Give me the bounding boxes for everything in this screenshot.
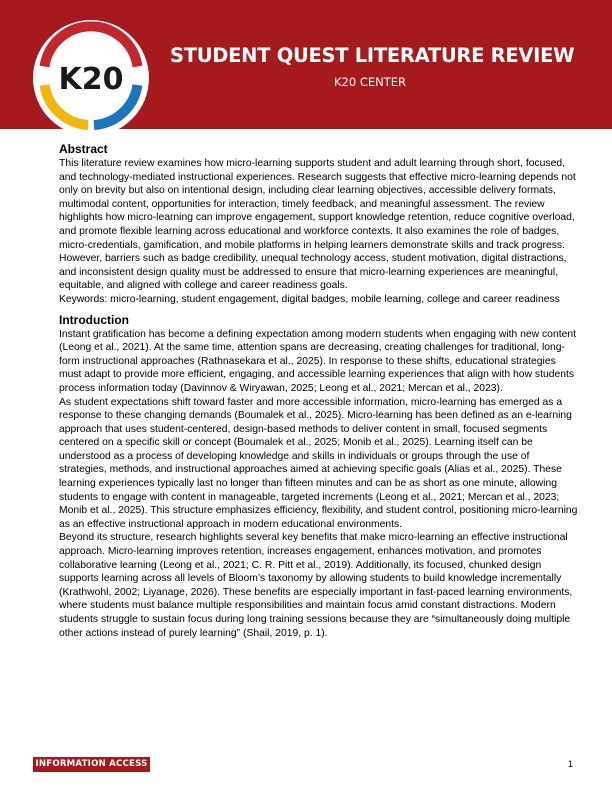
abstract-text: This literature review examines how micro-learning supports student and adult learning through short, focused, and technology-mediated instructional experiences. Research suggests that effective micro-learning depends not only on brevity but also on intentional design, including clear learning objectives, accessible delivery formats, multimodal content, opportunities for interaction, timely feedback, and meaningful assessment. The review highlights how micro-learning can improve engagement, support knowledge retention, reduce cognitive overload, and promote flexible learning across educational and workforce contexts. It also examines the role of badges, micro-credentials, gamification, and mobile platforms in helping learners demonstrate skills and track progress. However, barriers such as badge credibility, unequal technology access, student motivation, digital distractions, and inconsistent design quality must be addressed to ensure that micro-learning experiences are meaningful, equitable, and aligned with college and career readiness goals. (59, 158, 576, 292)
document-body (59, 142, 579, 640)
intro-paragraph: Instant gratification has become a defining expectation among modern students when engaging with new content (Leong et al., 2021). At the same time, attention spans are decreasing, creating challenges for traditional, long-form instructional approaches (Rathnasekara et al., 2025). In response to these shifts, educational strategies must adapt to provide more efficient, engaging, and accessible learning experiences that align with how students process information today (Davinnov & Wiryawan, 2025; Leong et al., 2021; Mercan et al., 2023). (59, 328, 576, 394)
logo-text: K20 (58, 62, 124, 97)
intro-paragraph: As student expectations shift toward faster and more accessible information, micro-learning has emerged as a response to these changing demands (Boumalek et al., 2025). Micro-learning has been defined as an e-learning approach that uses student-centered, design-based methods to deliver content in small, focused segments centered on a specific skill or concept (Boumalek et al., 2025; Monib et al., 2025). Learning itself can be understood as a process of developing knowledge and skills in individuals or groups through the use of strategies, methods, and instructional approaches aimed at achieving specific goals (Alias et al., 2025). These learning experiences typically last no longer than fifteen minutes and can be as short as one minute, allowing students to engage with content in manageable, targeted increments (Leong et al., 2021; Mercan et al., 2023; Monib et al., 2025). This structure emphasizes efficiency, flexibility, and student control, positioning micro-learning as an effective instructional approach in modern educational environments. (59, 396, 578, 530)
keywords-text: Keywords: micro-learning, student engagement, digital badges, mobile learning, college and career readiness (59, 293, 560, 305)
section-tag: INFORMATION ACCESS (33, 757, 150, 772)
abstract-heading: Abstract (59, 142, 108, 156)
document-subtitle: K20 CENTER (333, 75, 406, 89)
k20-logo (32, 19, 150, 137)
page-number: 1 (568, 759, 574, 769)
introduction-heading: Introduction (59, 312, 129, 327)
document-title: STUDENT QUEST LITERATURE REVIEW (170, 44, 575, 67)
intro-paragraph: Beyond its structure, research highlights several key benefits that make micro-learning an effective instructional approach. Micro-learning improves retention, increases engagement, enhances motivation, and promotes collaborative learning (Leong et al., 2021; C. R. Pitt et al., 2019). Additionally, its focused, chunked design supports learning across all levels of Bloom’s taxonomy by allowing students to build knowledge incrementally (Krathwohl, 2002; Liyanage, 2026). These benefits are especially important in fast-paced learning environments, where students must balance multiple responsibilities and maintain focus amid constant distractions. Modern students struggle to sustain focus during long training sessions because they are “simultaneously doing multiple other actions instead of purely learning” (Shail, 2019, p. 1). (59, 532, 573, 639)
